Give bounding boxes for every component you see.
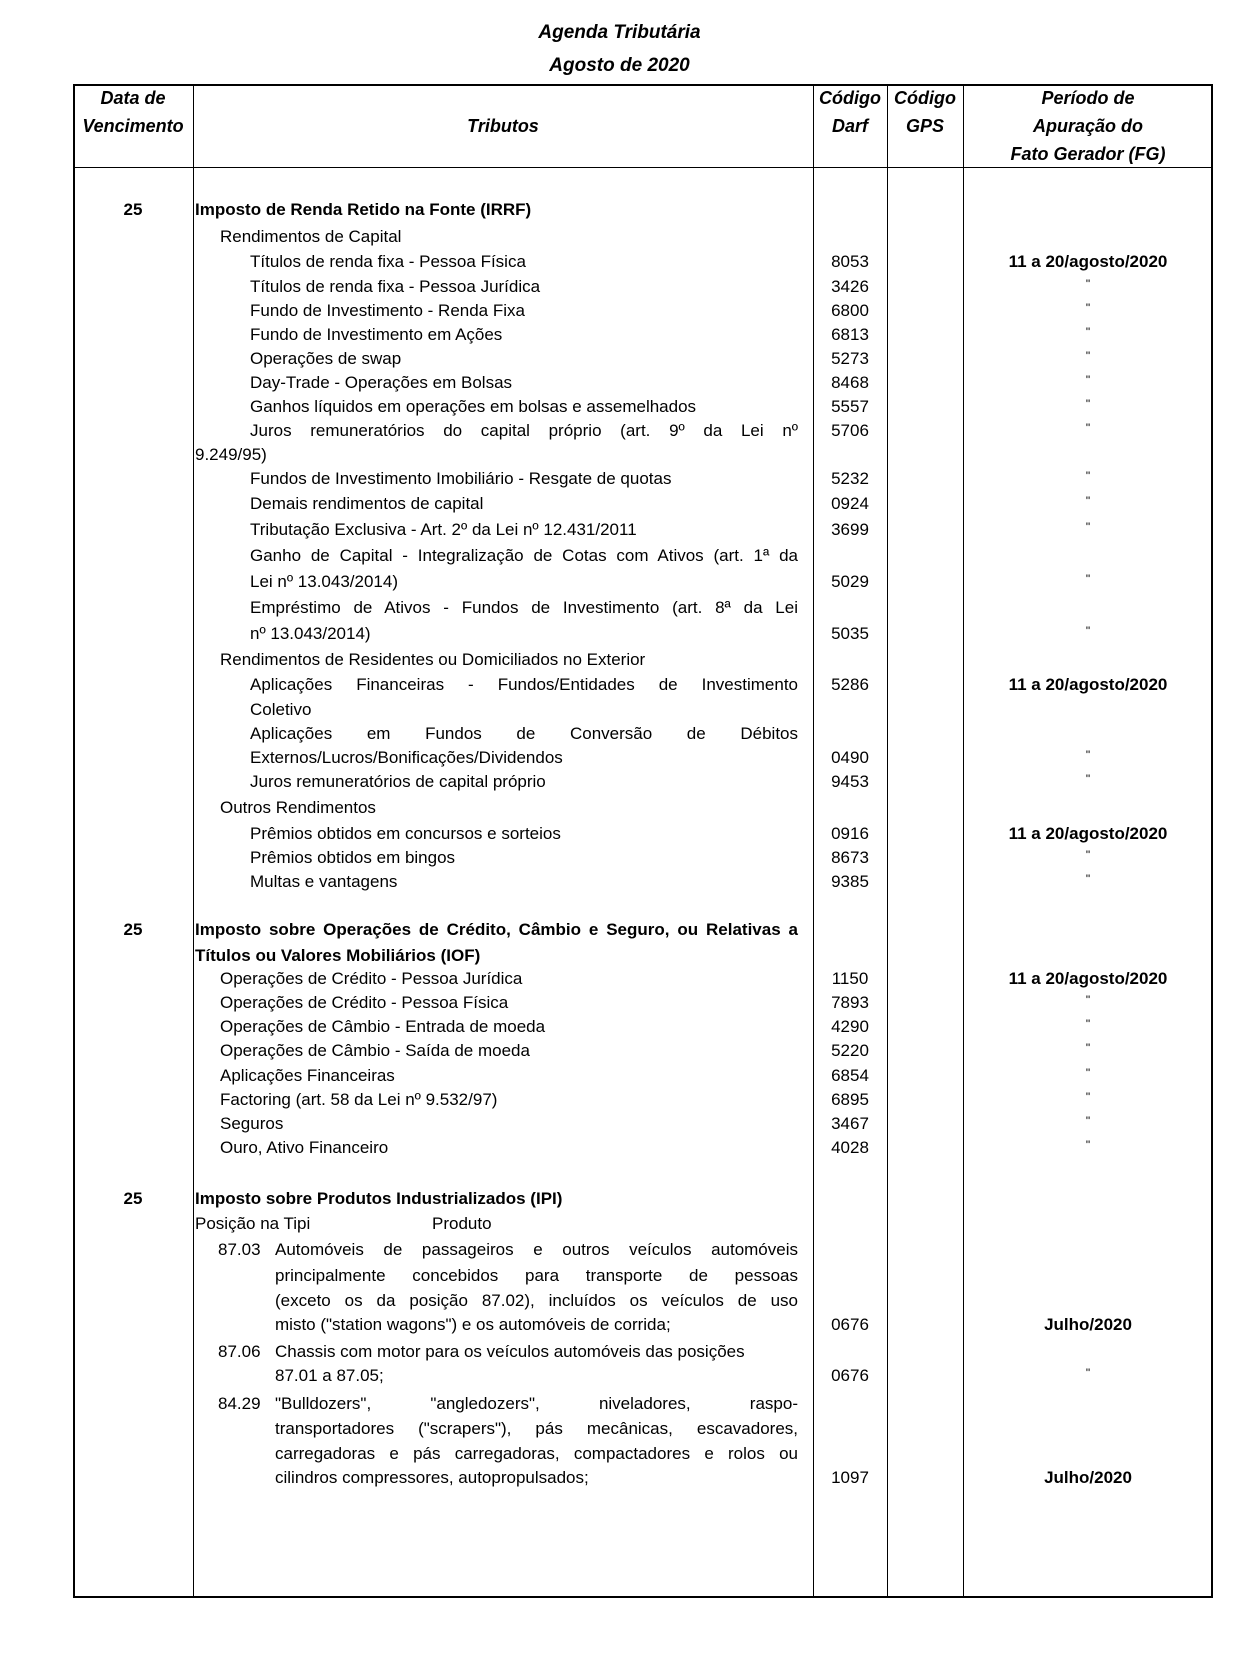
table-row bbox=[0, 322, 1239, 348]
tributo-description: Ouro, Ativo Financeiro bbox=[220, 1138, 389, 1157]
darf-code: 5286 bbox=[831, 675, 869, 694]
ditto-mark: " bbox=[1085, 1041, 1091, 1055]
table-row bbox=[0, 647, 1239, 673]
tributo-description: (exceto os da posição 87.02), incluídos os veículos de uso bbox=[275, 1291, 798, 1310]
ditto-mark: " bbox=[1085, 325, 1091, 339]
table-row bbox=[0, 795, 1239, 821]
darf-code: 9385 bbox=[831, 872, 869, 891]
tributo-description: Títulos de renda fixa - Pessoa Física bbox=[250, 252, 526, 271]
due-date: 25 bbox=[123, 1189, 143, 1208]
tributo-description: nº 13.043/2014) bbox=[250, 624, 371, 643]
tipi-position: 84.29 bbox=[218, 1394, 261, 1413]
ditto-mark: " bbox=[1085, 494, 1091, 508]
tipi-position: 87.06 bbox=[218, 1342, 261, 1361]
table-row bbox=[0, 346, 1239, 372]
tributo-description: Outros Rendimentos bbox=[220, 798, 376, 817]
due-date: 25 bbox=[123, 920, 143, 939]
tributo-description: Aplicações Financeiras bbox=[220, 1066, 395, 1085]
tributo-description: Operações de swap bbox=[250, 349, 402, 368]
ditto-mark: " bbox=[1085, 421, 1091, 435]
apuracao-period: Julho/2020 bbox=[1044, 1315, 1132, 1334]
tributo-description: cilindros compressores, autopropulsados; bbox=[275, 1468, 589, 1487]
table-row bbox=[0, 1014, 1239, 1040]
darf-code: 4028 bbox=[831, 1138, 869, 1157]
tributo-description: Imposto sobre Produtos Industrializados (IPI) bbox=[195, 1189, 563, 1208]
tributo-description: "Bulldozers", "angledozers", niveladores, raspo- bbox=[275, 1394, 798, 1413]
tributo-description: Chassis com motor para os veículos automóveis das posições bbox=[275, 1342, 745, 1361]
table-row bbox=[0, 442, 1239, 468]
table-row bbox=[0, 1063, 1239, 1089]
ditto-mark: " bbox=[1085, 993, 1091, 1007]
darf-code: 5220 bbox=[831, 1041, 869, 1060]
ditto-mark: " bbox=[1085, 572, 1091, 586]
darf-code: 9453 bbox=[831, 772, 869, 791]
ditto-mark: " bbox=[1085, 624, 1091, 638]
table-row bbox=[0, 1288, 1239, 1314]
table-row bbox=[0, 1237, 1239, 1263]
tributo-description: Coletivo bbox=[250, 700, 312, 719]
table-row bbox=[0, 1087, 1239, 1113]
tributo-description: Automóveis de passageiros e outros veículos automóveis bbox=[275, 1240, 798, 1259]
tributo-description: Aplicações em Fundos de Conversão de Débitos bbox=[250, 724, 798, 743]
table-row bbox=[0, 274, 1239, 300]
table-row bbox=[0, 721, 1239, 747]
ditto-mark: " bbox=[1085, 872, 1091, 886]
table-row bbox=[0, 1186, 1239, 1212]
table-row bbox=[0, 1312, 1239, 1338]
header-date-line: Data de bbox=[100, 88, 166, 108]
tributo-description: Juros remuneratórios de capital próprio bbox=[250, 772, 546, 791]
header-tributos: Tributos bbox=[467, 116, 539, 136]
table-row bbox=[0, 370, 1239, 396]
table-row bbox=[0, 745, 1239, 771]
darf-code: 6800 bbox=[831, 301, 869, 320]
header-periodo bbox=[963, 84, 1213, 168]
produto-label: Produto bbox=[432, 1214, 492, 1233]
document-subtitle: Agosto de 2020 bbox=[549, 55, 690, 76]
table-row bbox=[0, 197, 1239, 223]
darf-code: 6813 bbox=[831, 325, 869, 344]
table-row bbox=[0, 491, 1239, 517]
ditto-mark: " bbox=[1085, 1366, 1091, 1380]
table-row bbox=[0, 1339, 1239, 1365]
table-row bbox=[0, 966, 1239, 992]
tributo-description: Ganhos líquidos em operações em bolsas e assemelhados bbox=[250, 397, 697, 416]
tributo-description: Fundos de Investimento Imobiliário - Resgate de quotas bbox=[250, 469, 672, 488]
darf-code: 0916 bbox=[831, 824, 869, 843]
table-row bbox=[0, 697, 1239, 723]
darf-code: 5232 bbox=[831, 469, 869, 488]
apuracao-period: 11 a 20/agosto/2020 bbox=[1008, 824, 1168, 843]
darf-code: 0676 bbox=[831, 1315, 869, 1334]
tributo-description: Posição na Tipi bbox=[195, 1214, 311, 1233]
table-row bbox=[0, 1416, 1239, 1442]
tributo-description: Juros remuneratórios do capital próprio (art. 9º da Lei nº bbox=[250, 421, 798, 440]
darf-code: 1150 bbox=[831, 969, 869, 988]
ditto-mark: " bbox=[1085, 520, 1091, 534]
ditto-mark: " bbox=[1085, 848, 1091, 862]
tributo-description: Operações de Câmbio - Saída de moeda bbox=[220, 1041, 530, 1060]
tributo-description: 87.01 a 87.05; bbox=[275, 1366, 384, 1385]
darf-code: 0676 bbox=[831, 1366, 869, 1385]
table-row bbox=[0, 517, 1239, 543]
table-row bbox=[0, 1211, 1239, 1237]
table-row bbox=[0, 672, 1239, 698]
header-codigo-gps bbox=[887, 84, 963, 140]
tributo-description: Empréstimo de Ativos - Fundos de Investimento (art. 8ª da Lei bbox=[250, 598, 798, 617]
tributo-description: Multas e vantagens bbox=[250, 872, 398, 891]
darf-code: 6854 bbox=[831, 1066, 869, 1085]
darf-code: 0490 bbox=[831, 748, 869, 767]
darf-code: 3699 bbox=[831, 520, 869, 539]
ditto-mark: " bbox=[1085, 1090, 1091, 1104]
header-codigo-darf bbox=[813, 84, 887, 140]
table-row bbox=[0, 769, 1239, 795]
table-row bbox=[0, 394, 1239, 420]
table-row bbox=[0, 249, 1239, 275]
tributo-description: 9.249/95) bbox=[195, 445, 267, 464]
tributo-description: Operações de Crédito - Pessoa Física bbox=[220, 993, 509, 1012]
tipi-position: 87.03 bbox=[218, 1240, 261, 1259]
tributo-description: Prêmios obtidos em concursos e sorteios bbox=[250, 824, 561, 843]
darf-code: 6895 bbox=[831, 1090, 869, 1109]
tributo-description: misto ("station wagons") e os automóveis de corrida; bbox=[275, 1315, 671, 1334]
ditto-mark: " bbox=[1085, 349, 1091, 363]
table-row bbox=[0, 595, 1239, 621]
ditto-mark: " bbox=[1085, 1017, 1091, 1031]
darf-code: 5273 bbox=[831, 349, 869, 368]
table-row bbox=[0, 298, 1239, 324]
header-darf-line: Darf bbox=[831, 116, 868, 136]
darf-code: 4290 bbox=[831, 1017, 869, 1036]
header-periodo-line: Fato Gerador (FG) bbox=[1010, 144, 1166, 164]
tributo-description: Títulos ou Valores Mobiliários (IOF) bbox=[195, 946, 481, 965]
table-row bbox=[0, 869, 1239, 895]
due-date: 25 bbox=[123, 200, 143, 219]
tributo-description: Operações de Câmbio - Entrada de moeda bbox=[220, 1017, 546, 1036]
tributo-description: Externos/Lucros/Bonificações/Dividendos bbox=[250, 748, 563, 767]
tributo-description: Aplicações Financeiras - Fundos/Entidades de Investimento bbox=[250, 675, 798, 694]
darf-code: 3426 bbox=[831, 277, 869, 296]
document-title: Agenda Tributária bbox=[538, 22, 701, 43]
darf-code: 5706 bbox=[831, 421, 869, 440]
tributo-description: Ganho de Capital - Integralização de Cotas com Ativos (art. 1ª da bbox=[250, 546, 798, 565]
darf-code: 0924 bbox=[831, 494, 869, 513]
table-row bbox=[0, 1441, 1239, 1467]
table-row bbox=[0, 224, 1239, 250]
table-row bbox=[0, 821, 1239, 847]
tributo-description: Day-Trade - Operações em Bolsas bbox=[250, 373, 513, 392]
tributo-description: Imposto de Renda Retido na Fonte (IRRF) bbox=[195, 200, 532, 219]
header-date-line: Vencimento bbox=[82, 116, 184, 136]
table-row bbox=[0, 917, 1239, 943]
tributo-description: Prêmios obtidos em bingos bbox=[250, 848, 456, 867]
table-row bbox=[0, 1038, 1239, 1064]
tributo-description: Lei nº 13.043/2014) bbox=[250, 572, 398, 591]
darf-code: 7893 bbox=[831, 993, 869, 1012]
apuracao-period: 11 a 20/agosto/2020 bbox=[1008, 675, 1168, 694]
table-row bbox=[0, 1465, 1239, 1491]
darf-code: 5035 bbox=[831, 624, 869, 643]
tributo-description: Imposto sobre Operações de Crédito, Câmbio e Seguro, ou Relativas a bbox=[195, 920, 798, 939]
tributo-description: transportadores ("scrapers"), pás mecânicas, escavadores, bbox=[275, 1419, 798, 1438]
header-gps-line: GPS bbox=[905, 116, 944, 136]
darf-code: 1097 bbox=[831, 1468, 869, 1487]
darf-code: 8468 bbox=[831, 373, 869, 392]
table-row bbox=[0, 543, 1239, 569]
ditto-mark: " bbox=[1085, 772, 1091, 786]
ditto-mark: " bbox=[1085, 397, 1091, 411]
table-row bbox=[0, 845, 1239, 871]
tributo-description: Seguros bbox=[220, 1114, 284, 1133]
ditto-mark: " bbox=[1085, 469, 1091, 483]
darf-code: 5557 bbox=[831, 397, 869, 416]
tributo-description: Fundo de Investimento - Renda Fixa bbox=[250, 301, 525, 320]
table-row bbox=[0, 418, 1239, 444]
tributo-description: Tributação Exclusiva - Art. 2º da Lei nº 12.431/2011 bbox=[250, 520, 637, 539]
tributo-description: Rendimentos de Capital bbox=[220, 227, 402, 246]
ditto-mark: " bbox=[1085, 277, 1091, 291]
table-row bbox=[0, 1263, 1239, 1289]
ditto-mark: " bbox=[1085, 373, 1091, 387]
tributo-description: Demais rendimentos de capital bbox=[250, 494, 484, 513]
table-row bbox=[0, 569, 1239, 595]
table-row bbox=[0, 1363, 1239, 1389]
table-row bbox=[0, 1111, 1239, 1137]
tributo-description: Operações de Crédito - Pessoa Jurídica bbox=[220, 969, 523, 988]
header-darf-line: Código bbox=[819, 88, 881, 108]
darf-code: 5029 bbox=[831, 572, 869, 591]
ditto-mark: " bbox=[1085, 1066, 1091, 1080]
header-periodo-line: Apuração do bbox=[1032, 116, 1143, 136]
tributo-description: Factoring (art. 58 da Lei nº 9.532/97) bbox=[220, 1090, 498, 1109]
table-row bbox=[0, 621, 1239, 647]
ditto-mark: " bbox=[1085, 748, 1091, 762]
apuracao-period: 11 a 20/agosto/2020 bbox=[1008, 252, 1168, 271]
tributo-description: Fundo de Investimento em Ações bbox=[250, 325, 503, 344]
darf-code: 8053 bbox=[831, 252, 869, 271]
ditto-mark: " bbox=[1085, 1138, 1091, 1152]
header-periodo-line: Período de bbox=[1041, 88, 1135, 108]
tributo-description: principalmente concebidos para transporte de pessoas bbox=[275, 1266, 798, 1285]
darf-code: 8673 bbox=[831, 848, 869, 867]
tributo-description: carregadoras e pás carregadoras, compactadores e rolos ou bbox=[275, 1444, 798, 1463]
tributo-description: Rendimentos de Residentes ou Domiciliados no Exterior bbox=[220, 650, 646, 669]
header-gps-line: Código bbox=[894, 88, 956, 108]
ditto-mark: " bbox=[1085, 1114, 1091, 1128]
table-row bbox=[0, 1135, 1239, 1161]
table-row bbox=[0, 990, 1239, 1016]
table-row bbox=[0, 1391, 1239, 1417]
ditto-mark: " bbox=[1085, 301, 1091, 315]
darf-code: 3467 bbox=[831, 1114, 869, 1133]
apuracao-period: 11 a 20/agosto/2020 bbox=[1008, 969, 1168, 988]
tributo-description: Títulos de renda fixa - Pessoa Jurídica bbox=[250, 277, 541, 296]
table-row bbox=[0, 466, 1239, 492]
header-date bbox=[73, 84, 193, 140]
apuracao-period: Julho/2020 bbox=[1044, 1468, 1132, 1487]
